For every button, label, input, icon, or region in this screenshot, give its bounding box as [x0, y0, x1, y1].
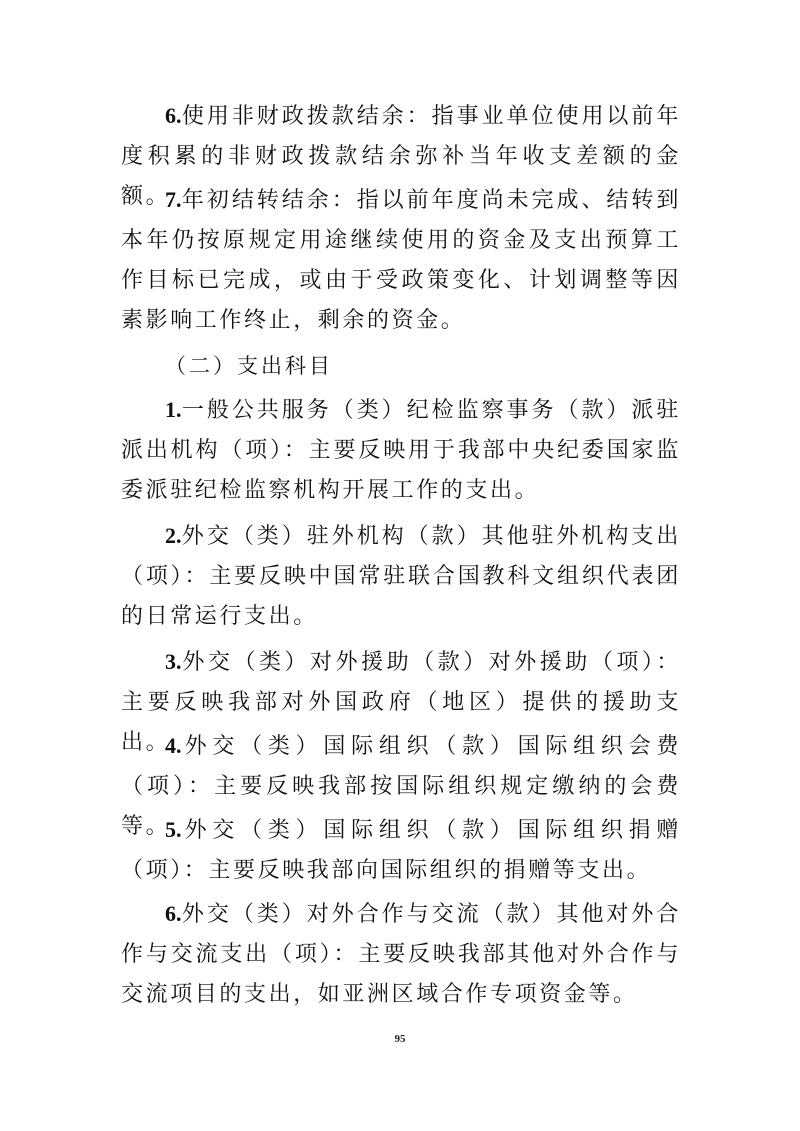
paragraph-carryover-balance [121, 180, 681, 341]
item-number: 5. [165, 817, 182, 842]
paragraph-text: 外交（类）国际组织（款）国际组织会费（项）：主要反映我部按国际组织规定缴纳的会费等。 [121, 734, 681, 839]
section-heading: （二）支出科目 [165, 354, 333, 378]
paragraph-expense-item-2 [121, 516, 681, 637]
paragraph-text: 外交（类）对外援助（款）对外援助（项）：主要反映我部对外国政府（地区）提供的援助支出。 [121, 650, 681, 755]
item-number: 3. [165, 649, 182, 674]
paragraph-expense-item-1 [121, 390, 681, 511]
item-number: 7. [165, 187, 182, 212]
paragraph-text: 外交（类）国际组织（款）国际组织捐赠（项）：主要反映我部向国际组织的捐赠等支出。 [121, 818, 681, 883]
paragraph-text: 外交（类）对外合作与交流（款）其他对外合作与交流支出（项）：主要反映我部其他对外合作与交流项目的支出，如亚洲区域合作专项资金等。 [121, 902, 681, 1007]
paragraph-text: 一般公共服务（类）纪检监察事务（款）派驻派出机构（项）：主要反映用于我部中央纪委国家监委派驻纪检监察机构开展工作的支出。 [121, 398, 681, 503]
item-number: 2. [165, 523, 182, 548]
paragraph-text: 年初结转结余：指以前年度尚未完成、结转到本年仍按原规定用途继续使用的资金及支出预算工作目标已完成，或由于受政策变化、计划调整等因素影响工作终止，剩余的资金。 [121, 188, 681, 333]
paragraph-expense-item-5 [121, 810, 681, 891]
paragraph-expense-item-6 [121, 894, 681, 1015]
item-number: 1. [165, 397, 182, 422]
item-number: 6. [165, 901, 182, 926]
page-number: 95 [394, 1033, 406, 1045]
paragraph-text: 外交（类）驻外机构（款）其他驻外机构支出（项）：主要反映中国常驻联合国教科文组织代表团的日常运行支出。 [121, 524, 681, 629]
item-number: 4. [165, 733, 182, 758]
paragraph-text: 使用非财政拨款结余：指事业单位使用以前年度积累的非财政拨款结余弥补当年收支差额的金额。 [121, 104, 681, 209]
item-number: 6. [165, 103, 182, 128]
